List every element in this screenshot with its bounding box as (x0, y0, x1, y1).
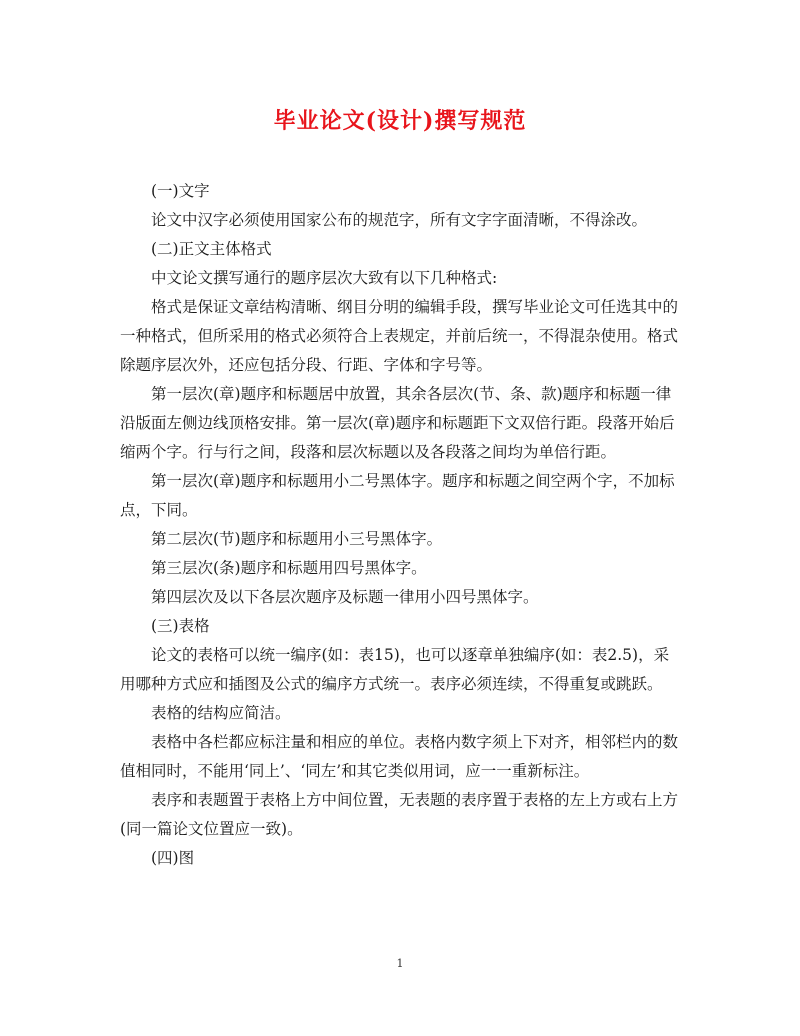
page-number: 1 (396, 957, 404, 970)
paragraph: 中文论文撰写通行的题序层次大致有以下几种格式: (151, 269, 498, 287)
section-heading-text: (一)文字 (151, 182, 210, 200)
paragraph: 第二层次(节)题序和标题用小三号黑体字。 (151, 530, 443, 548)
paragraph: 第一层次(章)题序和标题用小二号黑体字。题序和标题之间空两个字，不加标点，下同。 (120, 472, 675, 519)
document-body (120, 177, 680, 873)
paragraph: 第一层次(章)题序和标题居中放置，其余各层次(节、条、款)题序和标题一律沿版面左侧边线顶格安排。第一层次(章)题序和标题距下文双倍行距。段落开始后缩两个字。行与行之间，段落和层次标题以及各段落之间均为单倍行距。 (120, 385, 675, 461)
paragraph: 论文中汉字必须使用国家公布的规范字，所有文字字面清晰，不得涂改。 (151, 211, 648, 229)
section-heading-main-format: (二)正文主体格式 (151, 240, 272, 258)
paragraph: 表格的结构应简洁。 (151, 704, 291, 722)
section-heading-figures: (四)图 (151, 849, 195, 867)
paragraph: 表序和表题置于表格上方中间位置，无表题的表序置于表格的左上方或右上方(同一篇论文位置应一致)。 (120, 791, 679, 838)
document-title: 毕业论文(设计)撰写规范 (273, 108, 527, 134)
paragraph: 格式是保证文章结构清晰、纲目分明的编辑手段，撰写毕业论文可任选其中的一种格式，但所采用的格式必须符合上表规定，并前后统一，不得混杂使用。格式除题序层次外，还应包括分段、行距、字体和字号等。 (120, 298, 679, 374)
paragraph: 论文的表格可以统一编序(如：表15)，也可以逐章单独编序(如：表2.5)，采用哪种方式应和插图及公式的编序方式统一。表序必须连续，不得重复或跳跃。 (120, 646, 670, 693)
paragraph: 第四层次及以下各层次题序及标题一律用小四号黑体字。 (151, 588, 539, 606)
paragraph: 表格中各栏都应标注量和相应的单位。表格内数字须上下对齐，相邻栏内的数值相同时，不能用‘同上’、‘同左’和其它类似用词，应一一重新标注。 (120, 733, 679, 780)
section-heading-tables: (三)表格 (151, 617, 210, 635)
paragraph: 第三层次(条)题序和标题用四号黑体字。 (151, 559, 427, 577)
